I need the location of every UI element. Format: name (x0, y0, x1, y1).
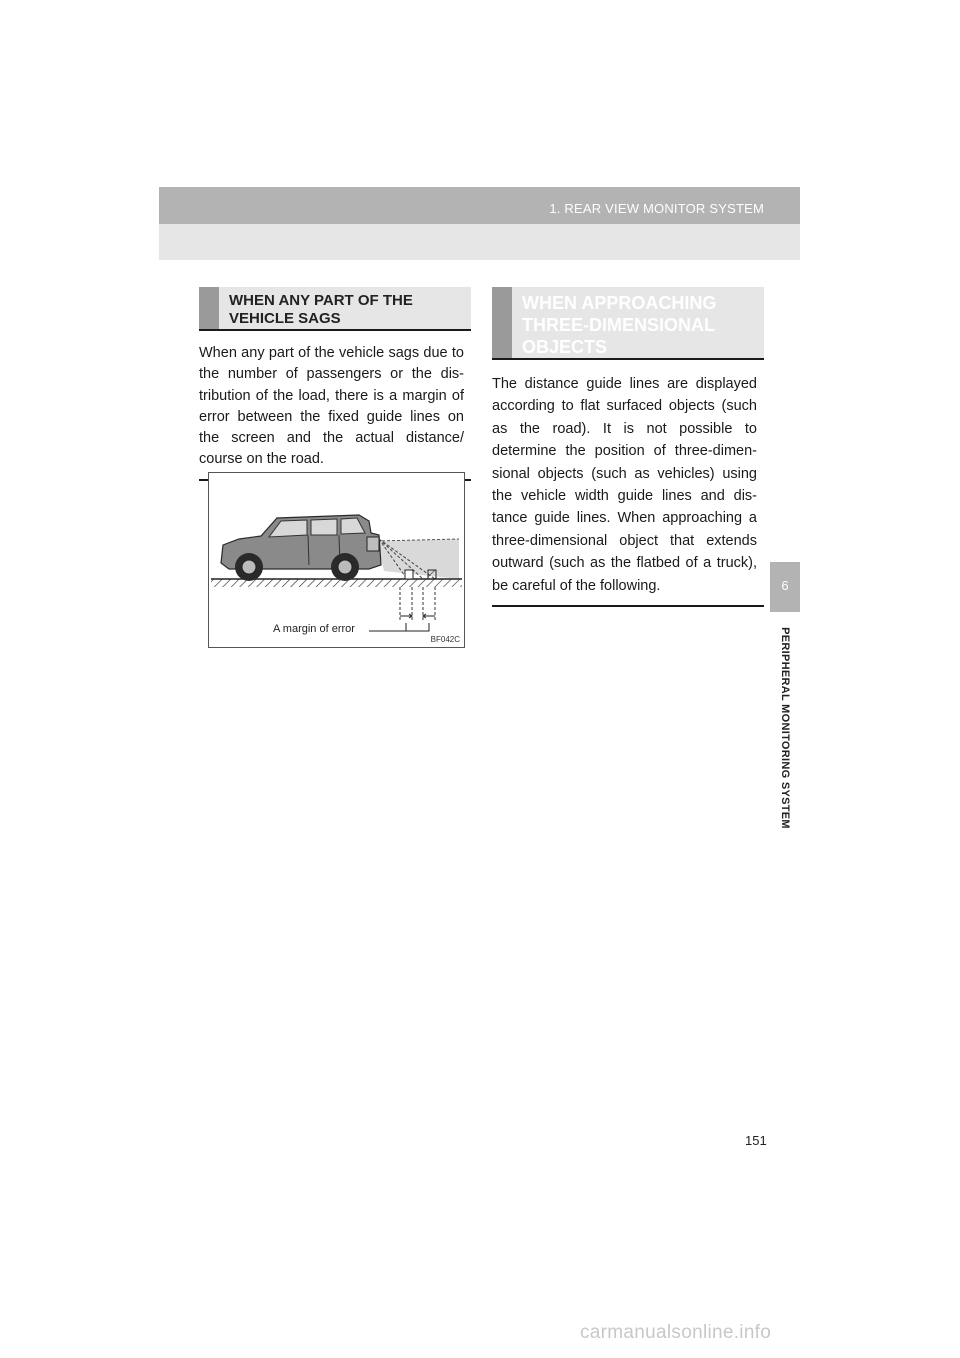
vehicle-sag-illustration (208, 472, 465, 648)
figure-code: BF042C (430, 635, 460, 644)
watermark: carmanualsonline.info (580, 1322, 772, 1343)
heading-accent-bar (199, 287, 219, 329)
chapter-label (771, 612, 799, 844)
figure-caption: A margin of error (273, 623, 355, 635)
chapter-label-text: PERIPHERAL MONITORING SYSTEM (779, 627, 791, 829)
right-heading-text: WHEN APPROACHING THREE-DIMENSIONAL OBJECTS (522, 293, 717, 357)
left-section-heading (199, 287, 471, 331)
right-section-heading (492, 287, 764, 360)
left-section-body: When any part of the vehicle sags due to the number of passengers or the dis-tribution of the load, there is a margin of error between the fixed guide lines on the screen and the actual distance/ course on the road. (199, 343, 471, 481)
page-number: 151 (745, 1133, 767, 1148)
right-section-body: The distance guide lines are displayed according to flat surfaced objects (such as the road). It is not possible to determine the position of three-dimen-sional objects (such as vehicles) using the vehicle width guide lines and dis-tance guide lines. When approaching a three-dimensional object that extends outward (such as the flatbed of a truck), be careful of the following. (492, 373, 764, 607)
chapter-tab (770, 562, 800, 612)
left-heading-text: WHEN ANY PART OF THE VEHICLE SAGS (229, 292, 413, 327)
heading-accent-bar (492, 287, 512, 358)
header-subbar (159, 224, 800, 260)
suv-diagram (209, 473, 464, 647)
header-bar (159, 187, 800, 224)
section-title: 1. REAR VIEW MONITOR SYSTEM (549, 201, 764, 216)
chapter-number: 6 (781, 578, 789, 593)
